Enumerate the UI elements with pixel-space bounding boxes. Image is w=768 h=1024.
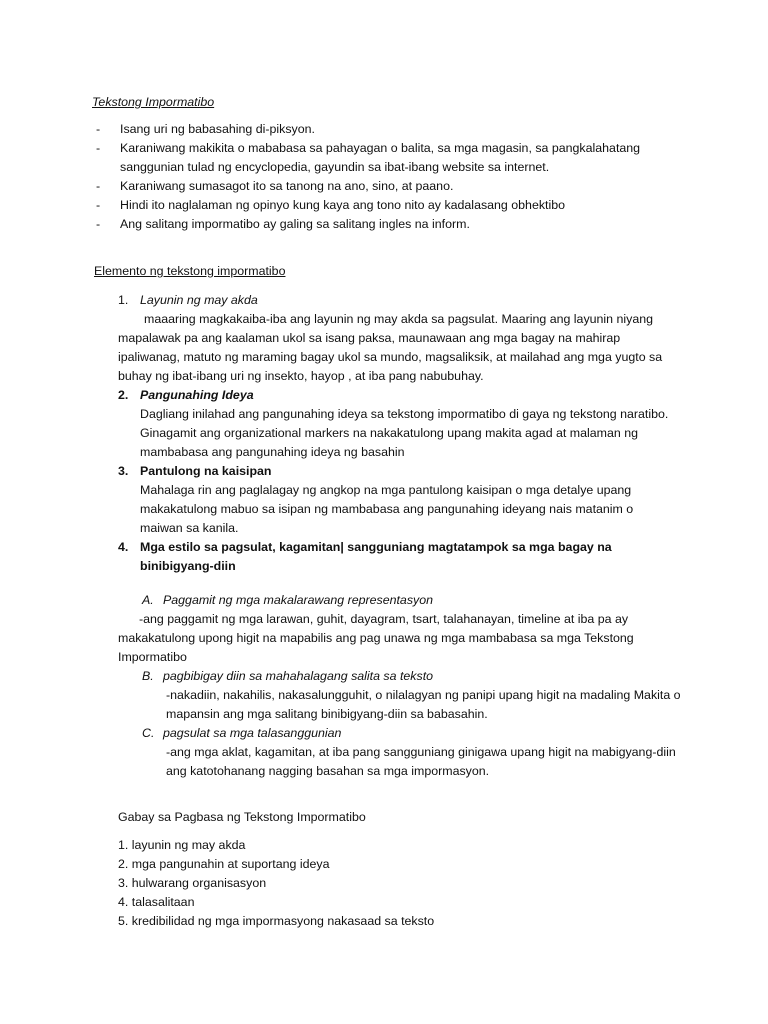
guide-list [118,836,618,931]
bullet-text: Isang uri ng babasahing di-piksyon. [120,122,315,136]
element-body: Dagliang inilahad ang pangunahing ideya sa tekstong impormatibo di gaya ng tekstong naratibo. Ginagamit ang organizational markers na nakakatulong upang makita agad at malaman ng mambabasa ang pangunahing ideya ng basahin [140,407,669,459]
element-number: 3. [118,464,129,478]
list-item [96,177,656,196]
heading-separator: | [340,540,344,554]
intro-bullet-list [96,120,656,234]
elements-section-heading: Elemento ng tekstong impormatibo [94,264,286,278]
list-item [96,215,656,234]
element-heading: Pangunahing Ideya [140,388,254,402]
sub-item-body: -ang mga aklat, kagamitan, at iba pang sangguniang ginigawa upang higit na mabigyang-diin ang katotohanang nagging basahan sa mga impormasyon. [166,745,676,778]
element-item-2 [118,386,678,462]
list-item [96,120,656,139]
sub-item-body-first: -ang paggamit ng mga larawan, guhit, dayagram, tsart, talahanayan, timeline at iba pa ay [139,612,629,626]
sub-item-letter: B. [142,669,154,683]
sub-item-body [118,610,664,667]
element-item-3 [118,462,678,538]
list-item: 1. layunin ng may akda [118,838,246,852]
sub-item-letter: A. [142,593,154,607]
element-body: maaaring magkakaiba-iba ang layunin ng may akda sa pagsulat. Maaring ang layunin niyang mapalawak pa ang kaalaman ukol sa isang paksa, maunawaan ang mga bagay na mahirap ipaliwanag, matuto ng maraming bagay ukol sa mundo, magsaliksik, at mailahad ang mga yugto sa buhay ng ibat-ibang uri ng insekto, hayop , at iba pang nabubuhay. [118,312,663,383]
list-item: 2. mga pangunahin at suportang ideya [118,857,330,871]
guide-section-heading: Gabay sa Pagbasa ng Tekstong Impormatibo [118,810,366,824]
element-number: 1. [118,293,129,307]
list-item: 4. talasalitaan [118,895,195,909]
sub-item-heading: Paggamit ng mga makalarawang representasyon [163,593,433,607]
element-heading: Layunin ng may akda [140,293,258,307]
list-item [96,196,656,215]
sub-item-body-rest: makakatulong upong higit na mapabilis ang pag unawa ng mga mambabasa sa mga Tekstong Impormatibo [118,631,634,664]
bullet-dash: - [96,122,101,136]
sub-item-heading: pagsulat sa mga talasanggunian [163,726,342,740]
element-heading-part-b: sangguniang magtatampok sa mga bagay na binibigyang-diin [140,540,612,573]
sub-item-c [136,724,682,781]
sub-item-letter: C. [142,726,155,740]
element-item-4 [118,538,678,576]
bullet-text: Ang salitang impormatibo ay galing sa salitang ingles na inform. [120,217,470,231]
element-heading-part-a: Mga estilo sa pagsulat, kagamitan [140,540,341,554]
style-sub-list [118,591,682,781]
list-item: 5. kredibilidad ng mga impormasyong nakasaad sa teksto [118,914,435,928]
sub-item-b [136,667,682,724]
document-title: Tekstong Impormatibo [92,95,215,109]
sub-item-body: -nakadiin, nakahilis, nakasalungguhit, o nilalagyan ng panipi upang higit na madaling Makita o mapansin ang mga salitang binibigyang-diin sa babasahin. [166,688,681,721]
bullet-text: Hindi ito naglalaman ng opinyo kung kaya ang tono nito ay kadalasang obhektibo [120,198,566,212]
bullet-dash: - [96,141,101,155]
list-item: 3. hulwarang organisasyon [118,876,267,890]
list-item [96,139,656,177]
element-item-1 [118,291,678,386]
element-heading [140,538,678,576]
elements-list [118,291,678,576]
sub-item-heading: pagbibigay diin sa mahahalagang salita sa teksto [163,669,434,683]
element-body: Mahalaga rin ang paglalagay ng angkop na mga pantulong kaisipan o mga detalye upang makakatulong mabuo sa isipan ng mambabasa ang pangunahing ideyang nais matanim o maiwan sa kanila. [140,483,634,535]
bullet-text: Karaniwang makikita o mababasa sa pahayagan o balita, sa mga magasin, sa pangkalahatang sanggunian tulad ng encyclopedia, gayundin sa ibat-ibang website sa internet. [120,141,641,174]
element-number: 2. [118,388,129,402]
bullet-dash: - [96,217,101,231]
element-number: 4. [118,540,129,554]
sub-item-a [118,591,682,667]
bullet-text: Karaniwang sumasagot ito sa tanong na ano, sino, at paano. [120,179,454,193]
element-heading: Pantulong na kaisipan [140,464,272,478]
bullet-dash: - [96,179,101,193]
bullet-dash: - [96,198,101,212]
